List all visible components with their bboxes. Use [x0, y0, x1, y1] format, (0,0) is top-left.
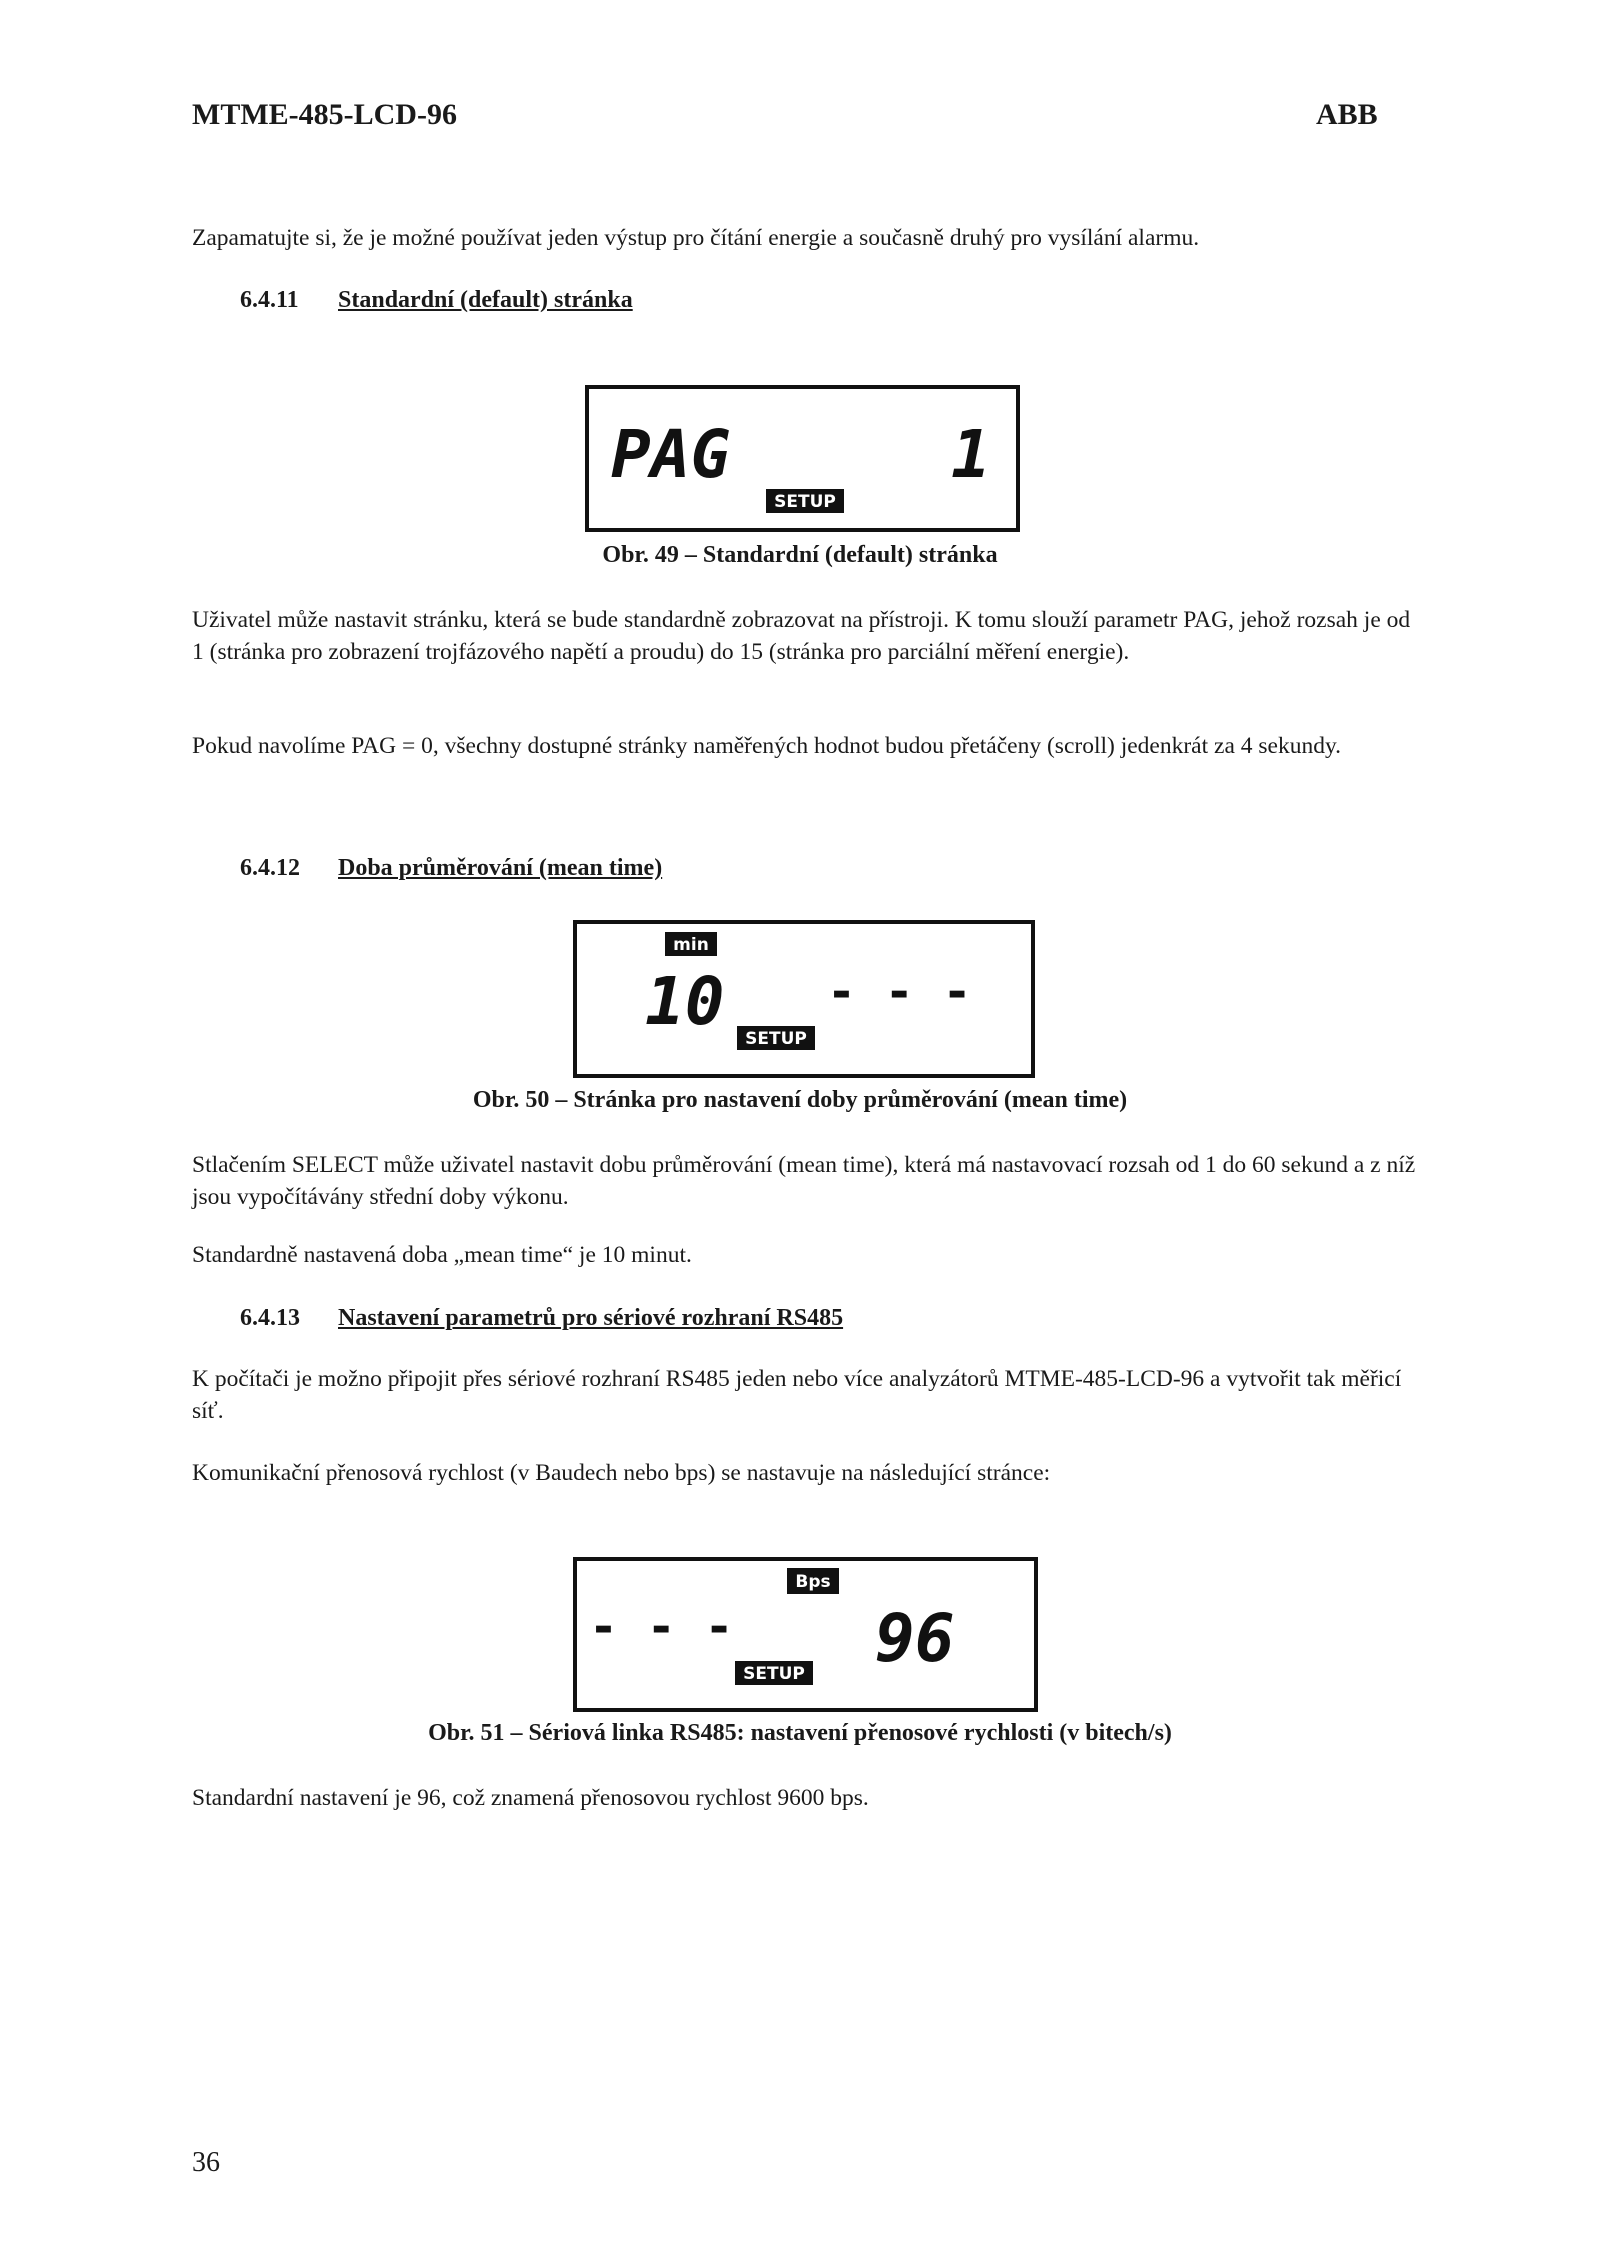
lcd-right-readout: 96 [875, 1600, 955, 1677]
setup-indicator: SETUP [743, 1664, 805, 1684]
figure-caption-51: Obr. 51 – Sériová linka RS485: nastavení přenosové rychlosti (v bitech/s) [428, 1720, 1172, 1746]
lcd-left-readout: PAG [611, 416, 731, 493]
lcd-display-mean-time [573, 920, 1035, 1078]
body-paragraph: Standardně nastavená doba „mean time“ je 10 minut. [192, 1242, 692, 1268]
lcd-display-baud-rate [573, 1557, 1038, 1712]
body-paragraph: Uživatel může nastavit stránku, která se bude standardně zobrazovat na přístroji. K tomu slouží parametr PAG, jehož rozsah je od 1 (stránka pro zobrazení trojfázového napětí a proudu) do 15 (stránka pro parciální měření energie). [192, 607, 1411, 665]
lcd-display-page [585, 385, 1020, 532]
lcd-right-readout: - - - [827, 964, 972, 1020]
section-title: Standardní (default) stránka [338, 287, 633, 313]
section-number: 6.4.12 [240, 855, 300, 881]
page-number: 36 [192, 2147, 220, 2178]
body-paragraph: K počítači je možno připojit přes sériové rozhraní RS485 jeden nebo více analyzátorů MTME-485-LCD-96 a vytvořit tak měřicí síť. [192, 1366, 1402, 1424]
section-number: 6.4.11 [240, 287, 299, 313]
minutes-unit-indicator: min [673, 935, 709, 955]
lcd-left-readout: - - - [589, 1599, 734, 1655]
lcd-right-readout: 1 [951, 416, 991, 493]
document-model-header: MTME-485-LCD-96 [192, 98, 457, 131]
intro-paragraph: Zapamatujte si, že je možné používat jeden výstup pro čítání energie a současně druhý pro vysílání alarmu. [192, 225, 1200, 251]
section-title: Doba průměrování (mean time) [338, 855, 663, 881]
section-heading-6-4-11 [240, 287, 1040, 319]
body-paragraph: Komunikační přenosová rychlost (v Baudech nebo bps) se nastavuje na následující stránce: [192, 1460, 1051, 1486]
setup-indicator: SETUP [774, 492, 836, 512]
bps-unit-indicator: Bps [795, 1572, 831, 1592]
brand-header: ABB [1316, 98, 1378, 131]
body-paragraph: Stlačením SELECT může uživatel nastavit dobu průměrování (mean time), která má nastavovací rozsah od 1 do 60 sekund a z níž jsou vypočítávány střední doby výkonu. [192, 1152, 1416, 1210]
section-heading-6-4-13 [240, 1305, 1140, 1337]
body-paragraph: Pokud navolíme PAG = 0, všechny dostupné stránky naměřených hodnot budou přetáčeny (scroll) jedenkrát za 4 sekundy. [192, 733, 1342, 759]
setup-indicator: SETUP [745, 1029, 807, 1049]
lcd-left-readout: 10 [645, 963, 725, 1040]
body-paragraph: Standardní nastavení je 96, což znamená přenosovou rychlost 9600 bps. [192, 1785, 869, 1811]
figure-caption-50: Obr. 50 – Stránka pro nastavení doby průměrování (mean time) [472, 1087, 1128, 1113]
section-title: Nastavení parametrů pro sériové rozhraní RS485 [338, 1305, 844, 1331]
section-heading-6-4-12 [240, 855, 1040, 887]
section-number: 6.4.13 [240, 1305, 300, 1331]
figure-caption-49: Obr. 49 – Standardní (default) stránka [602, 542, 998, 568]
